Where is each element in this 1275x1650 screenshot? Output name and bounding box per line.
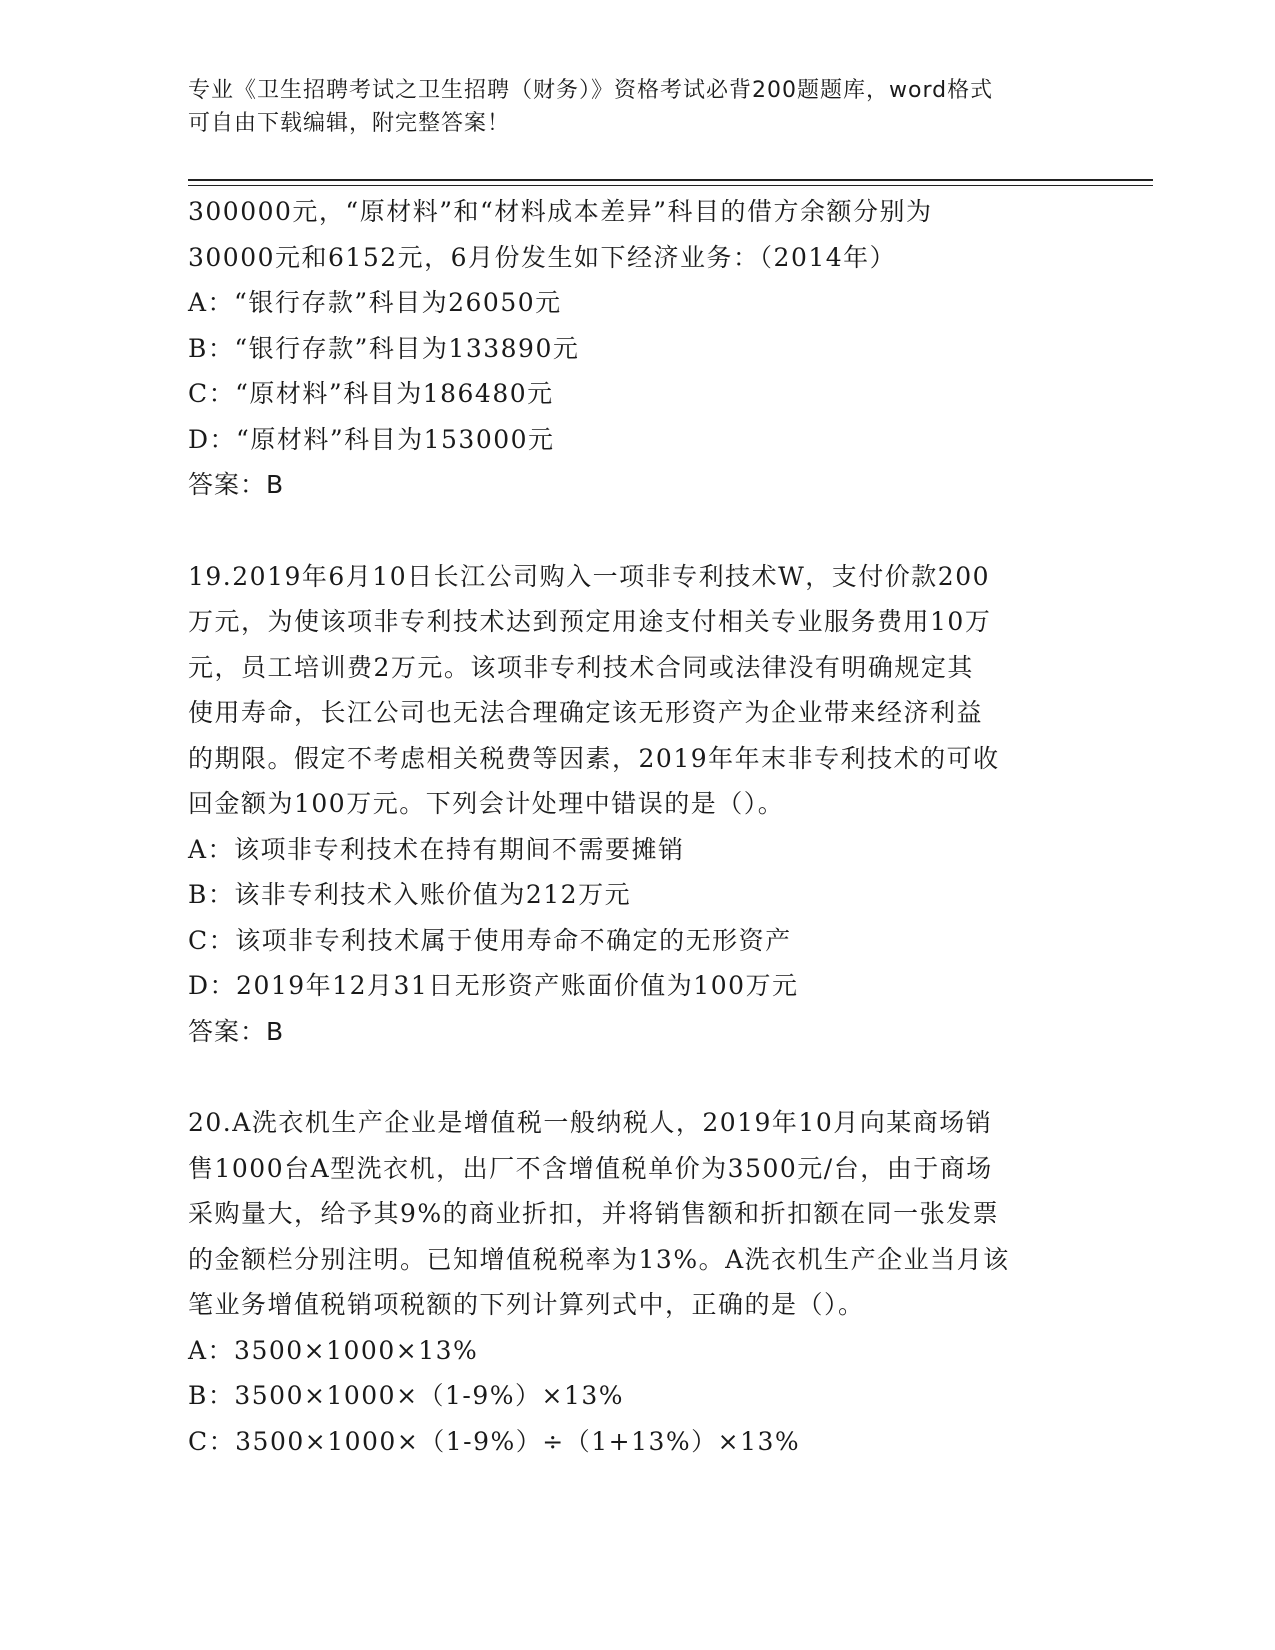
question-text-line: 采购量大，给予其9%的商业折扣，并将销售额和折扣额在同一张发票	[188, 1199, 1000, 1228]
option-c: C：3500×1000×（1-9%）÷（1+13%）×13%	[188, 1426, 801, 1456]
question-text-line: 19.2019年6月10日长江公司购入一项非专利技术W，支付价款200	[188, 561, 991, 591]
question-text-line: 元，员工培训费2万元。该项非专利技术合同或法律没有明确规定其	[188, 652, 974, 682]
option-b: B：该非专利技术入账价值为212万元	[188, 880, 632, 909]
option-b: B：3500×1000×（1-9%）×13%	[188, 1381, 625, 1410]
spacer	[188, 1054, 1088, 1100]
document-body	[188, 189, 1088, 1464]
question-text-line: 回金额为100万元。下列会计处理中错误的是（）。	[188, 789, 785, 818]
question-block-18	[188, 189, 1088, 508]
header-line-1: 专业《卫生招聘考试之卫生招聘（财务）》资格考试必背200题题库，word格式	[188, 78, 994, 103]
question-text-line: 笔业务增值税销项税额的下列计算列式中，正确的是（）。	[188, 1290, 865, 1319]
answer-line: 答案：B	[188, 1016, 285, 1046]
header-line-2: 可自由下载编辑，附完整答案！	[188, 111, 511, 136]
question-text-line: 使用寿命，长江公司也无法合理确定该无形资产为企业带来经济利益	[188, 698, 984, 727]
answer-line: 答案：B	[188, 470, 285, 499]
option-a: A：3500×1000×13%	[188, 1335, 479, 1365]
question-block-20	[188, 1100, 1088, 1464]
option-a: A：“银行存款”科目为26050元	[188, 288, 562, 317]
question-text-line: 售1000台A型洗衣机，出厂不含增值税单价为3500元/台，由于商场	[188, 1153, 993, 1183]
spacer	[188, 508, 1088, 554]
question-text-line: 20.A洗衣机生产企业是增值税一般纳税人，2019年10月向某商场销	[188, 1108, 993, 1137]
option-b: B：“银行存款”科目为133890元	[188, 333, 580, 363]
question-text-line: 300000元，“原材料”和“材料成本差异”科目的借方余额分别为	[188, 197, 933, 226]
option-a: A：该项非专利技术在持有期间不需要摊销	[188, 834, 685, 864]
question-text-line: 的金额栏分别注明。已知增值税税率为13%。A洗衣机生产企业当月该	[188, 1244, 1010, 1274]
header-rule-thin	[188, 185, 1153, 186]
option-c: C：该项非专利技术属于使用寿命不确定的无形资产	[188, 925, 792, 955]
option-d: D：2019年12月31日无形资产账面价值为100万元	[188, 971, 799, 1000]
question-text-line: 30000元和6152元，6月份发生如下经济业务：（2014年）	[188, 242, 897, 272]
question-text-line: 的期限。假定不考虑相关税费等因素，2019年年末非专利技术的可收	[188, 743, 1000, 773]
document-header	[188, 74, 1088, 140]
header-rule-thick	[188, 179, 1153, 181]
option-c: C：“原材料”科目为186480元	[188, 379, 554, 408]
question-text-line: 万元，为使该项非专利技术达到预定用途支付相关专业服务费用10万	[188, 607, 992, 636]
option-d: D：“原材料”科目为153000元	[188, 424, 555, 454]
question-block-19	[188, 554, 1088, 1055]
